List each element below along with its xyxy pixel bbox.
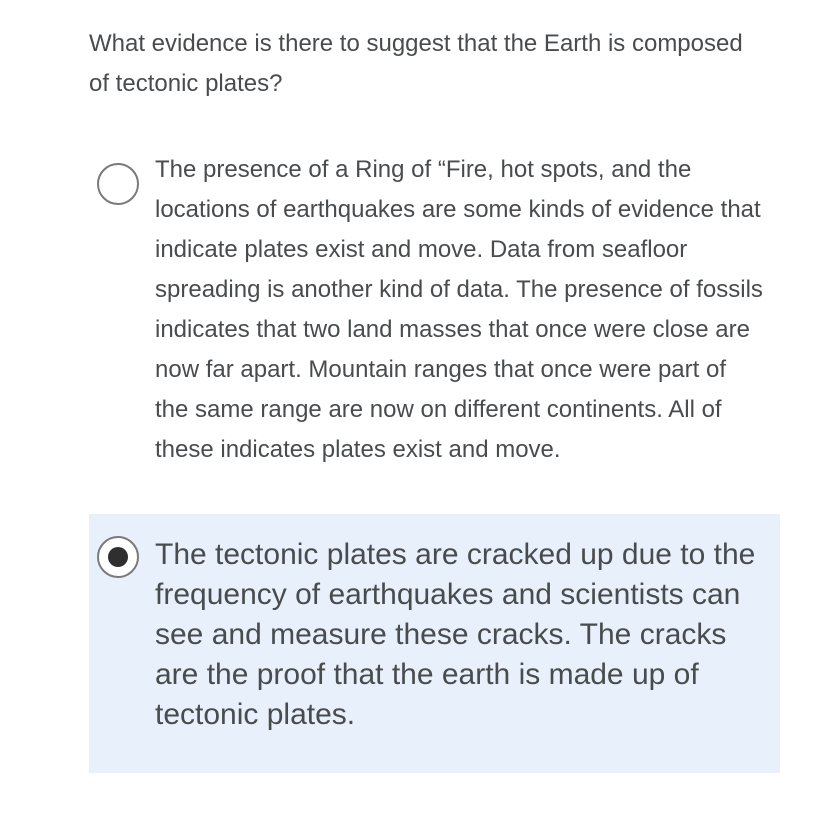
answer-option-1-text: The presence of a Ring of “Fire, hot spots, and the locations of earthquakes are some kinds of evidence that indicate plates exist and move. Data from seafloor spreading is another kind of data. The presence of fossils indicates that two land masses that once were close are now far apart. Mountain ranges that once were part of the same range are now on different continents. All of these indicates plates exist and move. [155,156,763,463]
radio-checked-icon[interactable] [97,536,139,578]
radio-dot [108,547,128,567]
question-text: What evidence is there to suggest that the Earth is composed of tectonic plates? [89,30,743,97]
answer-option-2-text: The tectonic plates are cracked up due to the frequency of earthquakes and scientists can see and measure these cracks. The cracks are the proof that the earth is made up of tectonic plates. [155,538,756,731]
answer-option-2-selected[interactable] [89,514,780,773]
radio-unchecked-icon[interactable] [97,163,139,205]
answer-option-1[interactable] [89,146,780,512]
